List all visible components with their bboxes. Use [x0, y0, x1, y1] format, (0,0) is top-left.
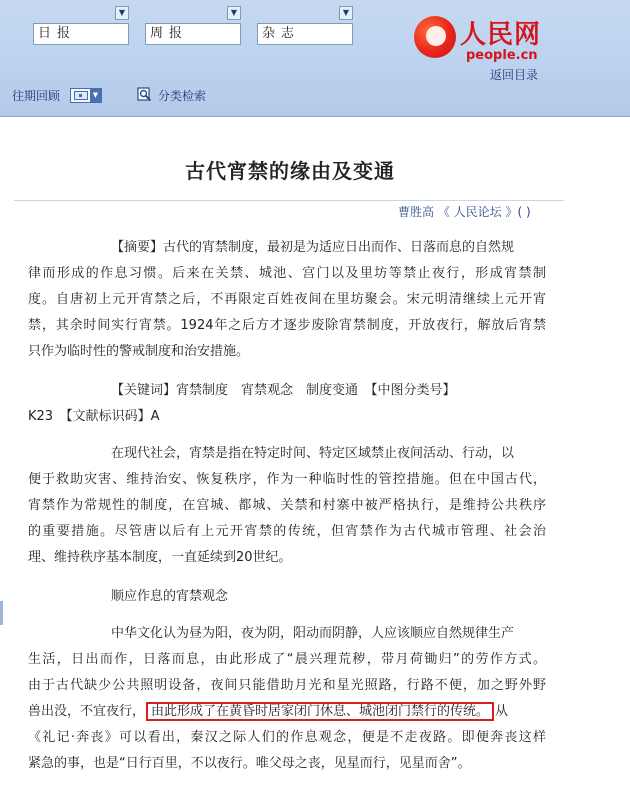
keywords-line: 【关键词】宵禁制度 宵禁观念 制度变通 【中图分类号】: [111, 383, 456, 398]
logo-english: people.cn: [466, 48, 538, 63]
document-code-line: K23 【文献标识码】A: [28, 409, 160, 424]
header-divider: [0, 116, 630, 117]
daily-select-value[interactable]: 日报: [33, 23, 129, 45]
paragraph-line: 《礼记·奔丧》可以看出，秦汉之际人们的作息观念，便是不走夜路。即便奔丧这样: [28, 730, 546, 745]
paragraph-line: 宵禁作为常规性的制度，在宫城、都城、关禁和村寨中被严格执行，是维持公共秩序: [28, 498, 546, 513]
article-title: 古代宵禁的缘由及变通: [185, 159, 395, 183]
paragraph-line: 便于救助灾害、维持治安、恢复秩序，作为一种临时性的管控措施。但在中国古代，: [28, 472, 546, 487]
magazine-select-value[interactable]: 杂志: [257, 23, 353, 45]
magnifier-icon[interactable]: [137, 87, 152, 102]
left-edge-tab: [0, 601, 3, 625]
abstract-line: 禁，其余时间实行宵禁。1924年之后方才逐步废除宵禁制度，开放夜行，解放后宵禁: [28, 318, 546, 333]
article-byline[interactable]: 曹胜高 《 人民论坛 》( ): [398, 205, 531, 219]
abstract-line: 【摘要】古代的宵禁制度，最初是为适应日出而作、日落而息的自然规: [111, 240, 515, 255]
calendar-icon: [74, 91, 88, 100]
chevron-down-icon[interactable]: ▼: [227, 6, 241, 20]
magazine-select[interactable]: [257, 8, 353, 45]
abstract-line: 只作为临时性的警戒制度和治安措施。: [28, 344, 250, 359]
weekly-select[interactable]: [145, 8, 241, 45]
chevron-down-icon[interactable]: ▼: [90, 89, 101, 102]
paragraph-line: 由于古代缺少公共照明设备，夜间只能借助月光和星光照路，行路不便，加之野外野: [28, 678, 546, 693]
logo-chinese: 人民网: [460, 20, 542, 50]
chevron-down-icon[interactable]: ▼: [115, 6, 129, 20]
people-cn-logo[interactable]: [414, 14, 554, 70]
abstract-line: 律而形成的作息习惯。后来在关禁、城池、宫门以及里坊等禁止夜行，形成宵禁制: [28, 266, 546, 281]
archive-label: 往期回顾: [12, 89, 61, 103]
weekly-select-value[interactable]: 周报: [145, 23, 241, 45]
back-to-contents-link[interactable]: 返回目录: [490, 68, 539, 82]
section-heading: 顺应作息的宵禁观念: [111, 589, 229, 604]
paragraph-line: 理、维持秩序基本制度，一直延续到20世纪。: [28, 550, 292, 565]
header-banner: [0, 0, 630, 116]
chevron-down-icon[interactable]: ▼: [339, 6, 353, 20]
paragraph-text: 兽出没，不宜夜行，: [28, 704, 146, 719]
title-divider: [14, 200, 564, 201]
category-search-link[interactable]: 分类检索: [158, 89, 207, 103]
daily-select[interactable]: [33, 8, 129, 45]
abstract-line: 度。自唐初上元开宵禁之后，不再限定百姓夜间在里坊聚会。宋元明清继续上元开宵: [28, 292, 546, 307]
logo-emblem-icon: [414, 16, 456, 58]
paragraph-line: 中华文化认为昼为阳，夜为阴，阳动而阴静，人应该顺应自然规律生产: [111, 626, 515, 641]
paragraph-text: 从: [495, 704, 509, 719]
highlighted-sentence: 由此形成了在黄昏时居家闭门休息、城池闭门禁行的传统。: [146, 702, 494, 721]
archive-dropdown[interactable]: [70, 88, 102, 103]
paragraph-line: 生活，日出而作，日落而息，由此形成了“晨兴理荒秽，带月荷锄归”的劳作方式。: [28, 652, 546, 667]
paragraph-line: 在现代社会，宵禁是指在特定时间、特定区域禁止夜间活动、行动，以: [111, 446, 515, 461]
paragraph-line-with-highlight: [28, 700, 508, 719]
paragraph-line: 紧急的事，也是“日行百里，不以夜行。唯父母之丧，见星而行，见星而舍”。: [28, 756, 471, 771]
paragraph-line: 的重要措施。尽管唐以后有上元开宵禁的传统，但宵禁作为古代城市管理、社会治: [28, 524, 546, 539]
